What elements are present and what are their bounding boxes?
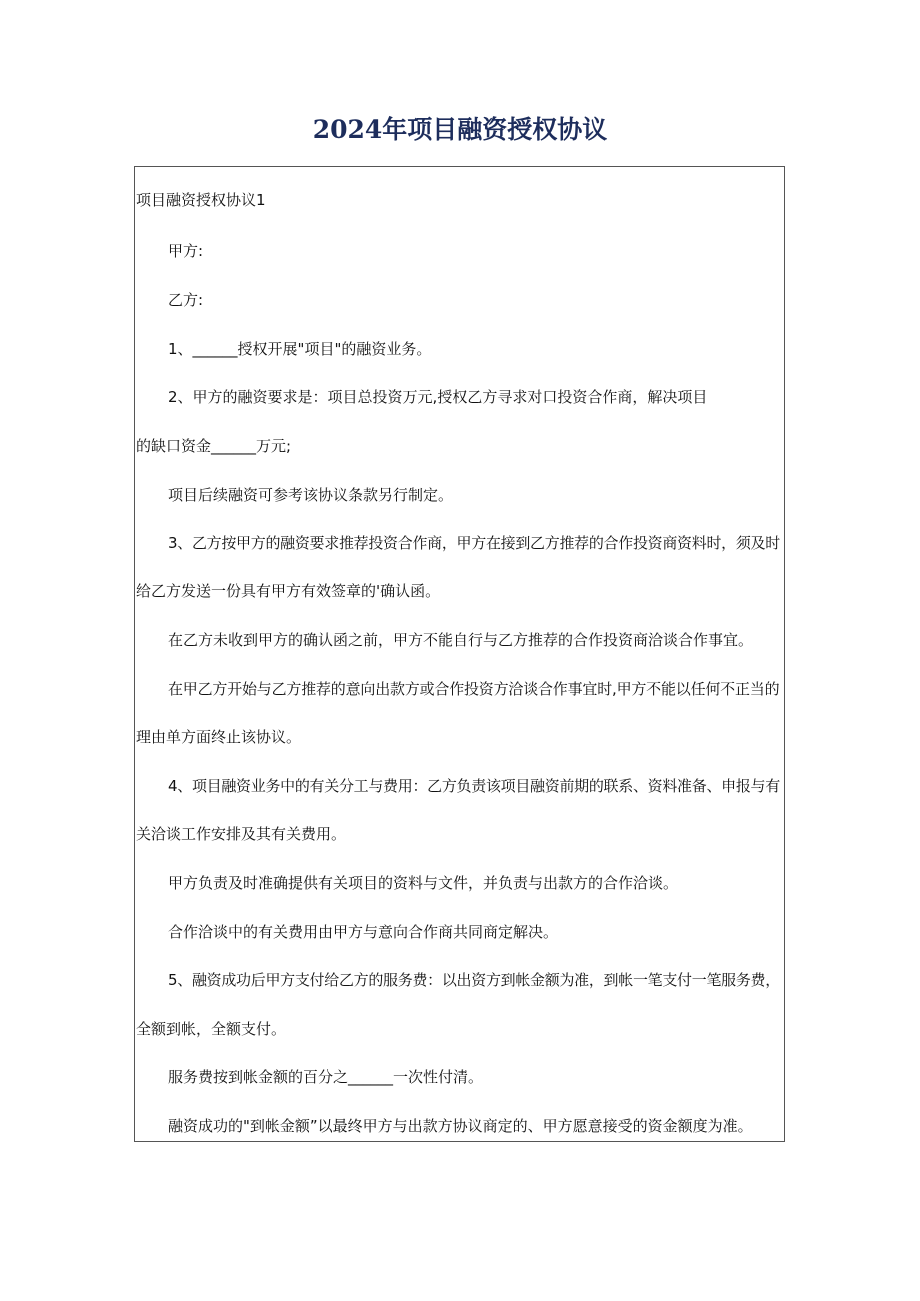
clause-4-line-2: 关洽谈工作安排及其有关费用。 [136, 825, 347, 843]
clause-4-para-3: 合作洽谈中的有关费用由甲方与意向合作商共同商定解决。 [168, 923, 559, 941]
party-a-line: 甲方: [168, 242, 204, 260]
clause-4-para-2: 甲方负责及时准确提供有关项目的资料与文件，并负责与出款方的合作洽谈。 [168, 874, 679, 892]
content-frame [134, 166, 785, 1142]
clause-2-line-1: 2、甲方的融资要求是：项目总投资万元,授权乙方寻求对口投资合作商，解决项目 [168, 388, 708, 406]
clause-3-para-2: 在乙方未收到甲方的确认函之前，甲方不能自行与乙方推荐的合作投资商洽谈合作事宜。 [168, 631, 754, 649]
clause-3-line-2: 给乙方发送一份具有甲方有效签章的'确认函。 [136, 582, 441, 600]
party-b-line: 乙方: [168, 291, 204, 309]
clause-3-para-3-line-2: 理由单方面终止该协议。 [136, 728, 302, 746]
clause-5-line-2: 全额到帐，全额支付。 [136, 1020, 287, 1038]
clause-3-para-3-line-1: 在甲乙方开始与乙方推荐的意向出款方或合作投资方洽谈合作事宜时,甲方不能以任何不正当的 [168, 680, 780, 698]
clause-5-para-3: 融资成功的"到帐金额”以最终甲方与出款方协议商定的、甲方愿意接受的资金额度为准。 [168, 1117, 753, 1135]
section-heading: 项目融资授权协议1 [136, 191, 266, 209]
clause-2-line-2: 的缺口资金______万元; [136, 437, 292, 455]
clause-1: 1、______授权开展"项目"的融资业务。 [168, 340, 432, 358]
clause-4-line-1: 4、项目融资业务中的有关分工与费用：乙方负责该项目融资前期的联系、资料准备、申报与有 [168, 777, 780, 795]
clause-5-line-1: 5、融资成功后甲方支付给乙方的服务费：以出资方到帐金额为准，到帐一笔支付一笔服务费， [168, 971, 780, 989]
clause-2-note: 项目后续融资可参考该协议条款另行制定。 [168, 486, 454, 504]
clause-3-line-1: 3、乙方按甲方的融资要求推荐投资合作商，甲方在接到乙方推荐的合作投资商资料时，须及时 [168, 534, 780, 552]
document-title: 2024年项目融资授权协议 [312, 115, 608, 144]
clause-5-para-2: 服务费按到帐金额的百分之______一次性付清。 [168, 1068, 484, 1086]
